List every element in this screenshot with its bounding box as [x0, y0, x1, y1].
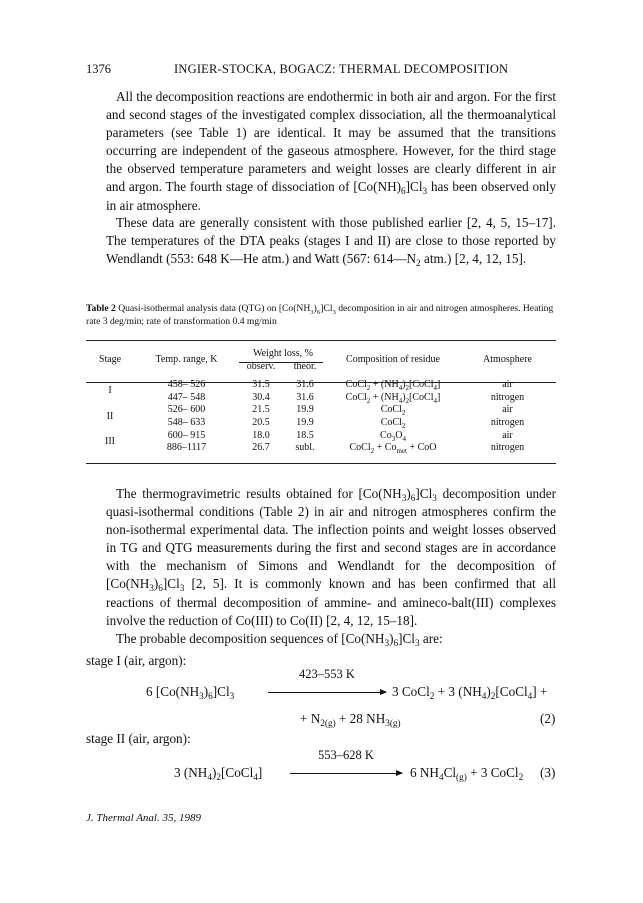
equation-3-products: 6 $NH_4Cl_{(g)} + 3$ CoCl$_2$ [410, 765, 524, 782]
equation-3-number: (3) [540, 765, 556, 780]
stage-2-label: stage II (air, argon): [86, 731, 191, 746]
paragraph-consistency: These data are generally consistent with those published earlier [2, 4, 5, 15–17]. The temperatures of the DTA peaks (stages I and II) are close to those reported by Wendlandt (553: 648 K—He atm.) and Watt (567: $614—N_2$ atm.) [2, 4, 12, 15]. [106, 215, 556, 269]
residue-cell: CoCl$_2$ [380, 404, 406, 418]
residue-cell: CoCl$_2$ [380, 416, 406, 430]
table-top-rule [86, 340, 556, 341]
stage-1-label: stage I (air, argon): [86, 653, 187, 668]
equation-2-products: 3 CoCl$_2$ + 3 $(NH_4)_2[CoCl_4]$ + [392, 684, 548, 701]
equation-2-products-cont: + $N_{2(g)} + 28$ $NH_{3(g)}$ [300, 711, 401, 728]
table-row: III 600– 915 18.0 18.5 $Co_3O_4$ air [105, 429, 513, 447]
table-header-row: Stage Temp. range, K Weight loss, % Composition of residue Atmosphere [98, 348, 532, 366]
residue-cell: CoCl$_2$ + $(NH_4)_2[CoCl_4]$ [345, 391, 441, 405]
table-row: II 526– 600 21.5 19.9 CoCl$_2$ air [106, 404, 513, 422]
page-number: 1376 [86, 62, 111, 76]
table-bottom-rule [86, 463, 556, 464]
table-row: 548– 633 20.5 19.9 CoCl$_2$ nitrogen [167, 416, 525, 430]
equation-3-condition: 553–628 K [318, 748, 374, 762]
table-row: I 458– 526 31.5 31.6 CoCl$_2$ + $(NH_4)_2[CoCl_4]$ air [108, 379, 513, 397]
residue-cell: $Co_3O_4$ [380, 429, 406, 443]
equation-2-reactant: 6 $[Co(NH_3)_6]Cl_3$ [146, 684, 235, 701]
table-caption: Table 2 Quasi-isothermal analysis data (QTG) on $[Co(NH_3)_6]Cl_3$ decomposition in air and nitrogen atmospheres. Heating rate 3 deg/min; rate of transformation 0.4 mg/min [86, 303, 554, 327]
table-subheader-row: observ. theor. [246, 360, 317, 372]
table-row: 886–1117 26.7 subl. CoCl$_2$ + $Co_{met}$ + CoO nitrogen [166, 442, 525, 456]
table-row: 447– 548 30.4 31.6 CoCl$_2$ + $(NH_4)_2[CoCl_4]$ nitrogen [167, 391, 525, 405]
journal-footer: J. Thermal Anal. 35, 1989 [86, 812, 201, 824]
reaction-arrow-icon [290, 773, 402, 774]
equation-2-condition: 423–553 K [299, 667, 355, 681]
table-qtg [86, 348, 556, 455]
paragraph-sequences: The probable decomposition sequences of $[Co(NH_3)_6]Cl_3$ are: [116, 631, 443, 648]
residue-cell: CoCl$_2$ + $(NH_4)_2[CoCl_4]$ [345, 379, 441, 393]
paragraph-thermogravimetric: The thermogravimetric results obtained for $[Co(NH_3)_6]Cl_3$ decomposition under quasi-isothermal conditions (Table 2) in air and nitrogen atmospheres confirm the non-isothermal experimental data. The inflection points and weight losses observed in TG and QTG measurements during the first and second stages are in accordance with the mechanism of Simons and Wendlandt for the decomposition of $[Co(NH_3)_6]Cl_3$ [2, 5]. It is commonly known and has been confirmed that all reactions of thermal decomposition of ammine- and amineco-balt(III) complexes involve the reduction of Co(III) to Co(II) [2, 4, 12, 15–18]. [106, 486, 556, 628]
paragraph-endothermic: All the decomposition reactions are endothermic in both air and argon. For the first and second stages of the investigated complex dissociation, all the thermoanalytical parameters (see Table 1) are identical. It may be assumed that the transitions occurring are independent of the gaseous atmosphere. However, for the third stage the observed temperature parameters and weight losses are clearly different in air and argon. The fourth stage of dissociation of $[Co(NH)_6]Cl_3$ has been observed only in air atmosphere. [106, 89, 556, 213]
residue-cell: CoCl$_2$ + $Co_{met}$ + CoO [349, 442, 437, 456]
equation-2-number: (2) [540, 711, 556, 726]
reaction-arrow-icon [268, 692, 386, 693]
running-title: INGIER-STOCKA, BOGACZ: THERMAL DECOMPOSITION [174, 62, 509, 76]
equation-3-reactant: 3 $(NH_4)_2[CoCl_4]$ [174, 765, 263, 782]
